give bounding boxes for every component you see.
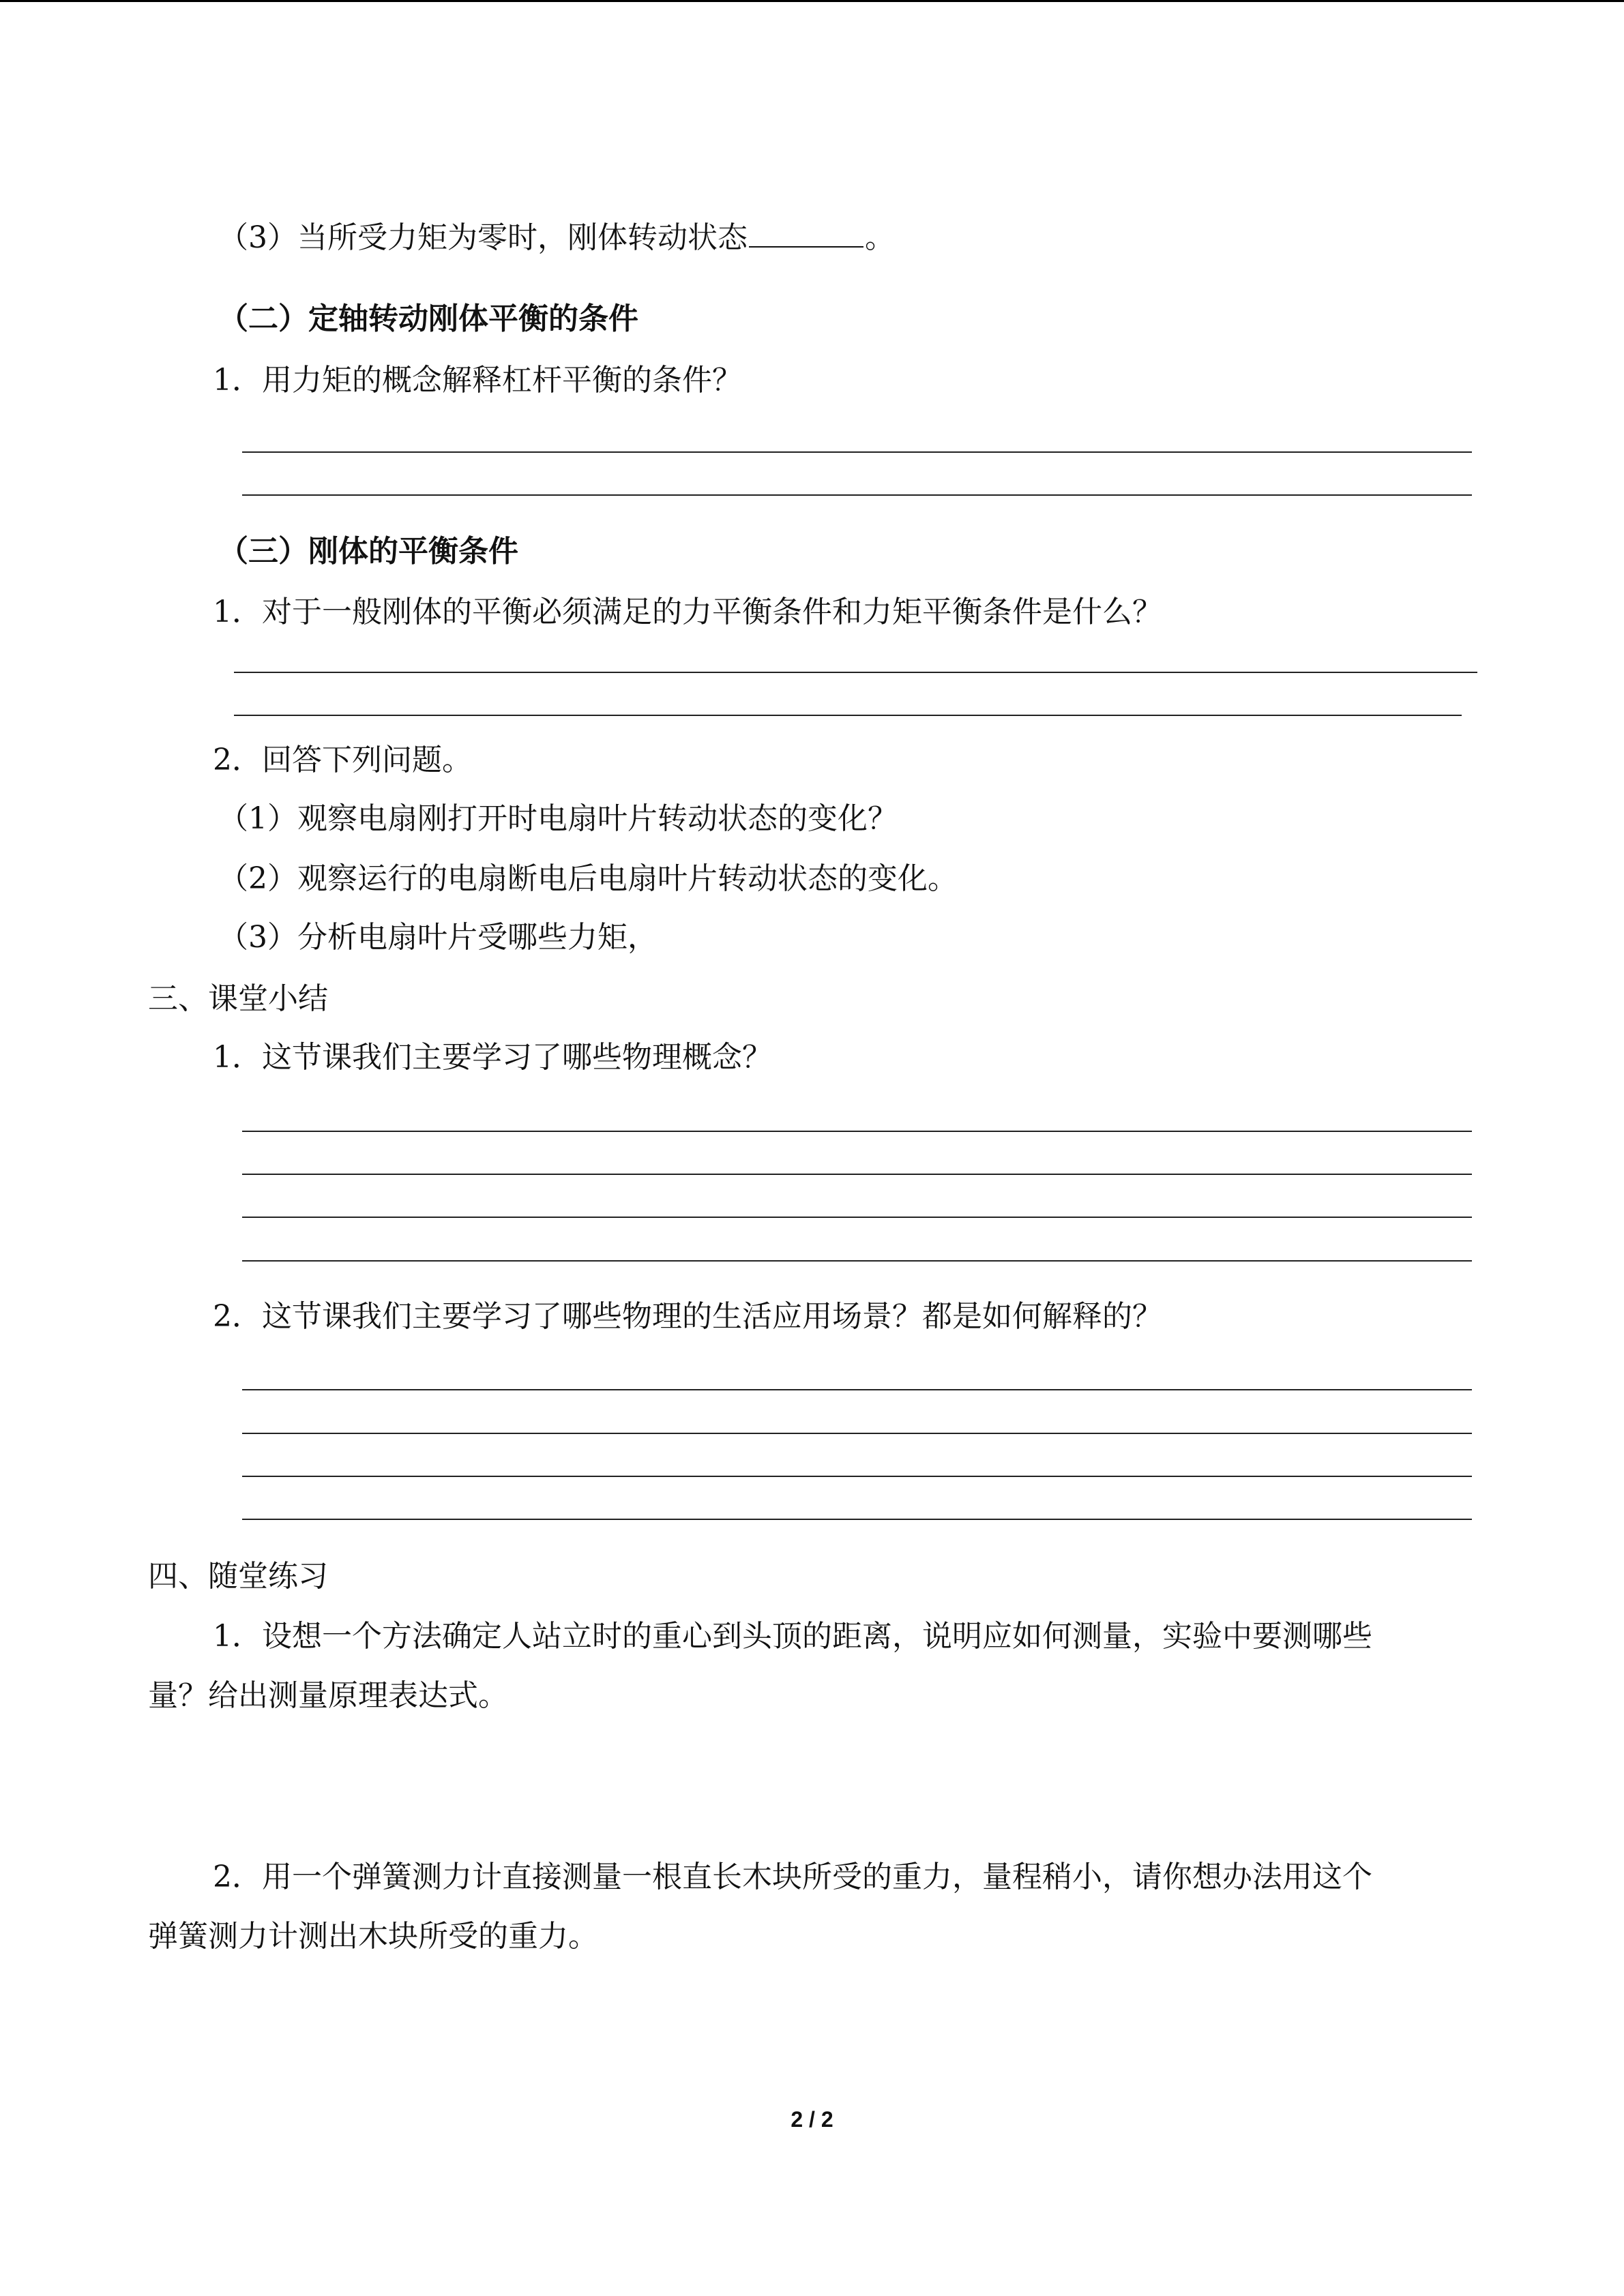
answer-line[interactable] [242, 1519, 1472, 1520]
question-3-line [218, 222, 895, 253]
answer-line[interactable] [234, 672, 1477, 673]
answer-line[interactable] [242, 1433, 1472, 1434]
fill-in-blank[interactable] [749, 222, 863, 248]
question-3-end: 。 [865, 220, 895, 255]
section-3-question-2-1: （1）观察电扇刚打开时电扇叶片转动状态的变化？ [218, 801, 898, 836]
answer-line[interactable] [234, 715, 1462, 716]
section-3-question-2: 2．回答下列问题。 [213, 743, 472, 777]
practice-question-2-line-1: 2．用一个弹簧测力计直接测量一根直长木块所受的重力，量程稍小，请你想办法用这个 [213, 1860, 1372, 1894]
answer-line[interactable] [242, 1476, 1472, 1477]
section-3-question-2-3: （3）分析电扇叶片受哪些力矩， [218, 920, 658, 955]
section-2-question-1: 1．用力矩的概念解释杠杆平衡的条件？ [213, 363, 742, 398]
answer-line[interactable] [242, 1174, 1472, 1175]
answer-line[interactable] [242, 1389, 1472, 1390]
summary-heading: 三、课堂小结 [148, 981, 328, 1016]
practice-heading: 四、随堂练习 [148, 1559, 328, 1594]
summary-question-1: 1．这节课我们主要学习了哪些物理概念？ [213, 1040, 772, 1075]
summary-question-2: 2．这节课我们主要学习了哪些物理的生活应用场景？都是如何解释的？ [213, 1299, 1162, 1334]
practice-question-1-line-2: 量？给出测量原理表达式。 [148, 1678, 508, 1713]
page-number: 2 / 2 [791, 2107, 833, 2132]
answer-line[interactable] [242, 494, 1472, 496]
answer-line[interactable] [242, 1131, 1472, 1132]
question-3-text: （3）当所受力矩为零时，刚体转动状态 [218, 220, 748, 255]
section-2-heading: （二）定轴转动刚体平衡的条件 [218, 301, 638, 336]
section-3-heading: （三）刚体的平衡条件 [218, 534, 518, 569]
answer-line[interactable] [242, 1260, 1472, 1262]
section-3-question-1: 1．对于一般刚体的平衡必须满足的力平衡条件和力矩平衡条件是什么？ [213, 595, 1162, 629]
practice-question-1-line-1: 1．设想一个方法确定人站立时的重心到头顶的距离，说明应如何测量，实验中要测哪些 [213, 1619, 1372, 1654]
practice-question-2-line-2: 弹簧测力计测出木块所受的重力。 [148, 1919, 598, 1954]
section-3-question-2-2: （2）观察运行的电扇断电后电扇叶片转动状态的变化。 [218, 861, 958, 896]
answer-line[interactable] [242, 1217, 1472, 1218]
answer-line[interactable] [242, 451, 1472, 453]
